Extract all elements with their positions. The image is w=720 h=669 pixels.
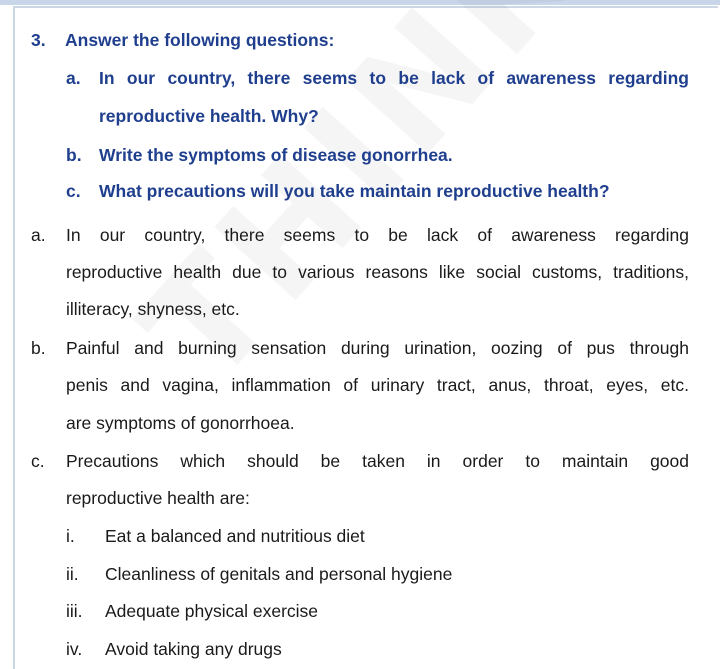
answer-text: In our country, there seems to be lack of awareness regarding	[66, 225, 689, 245]
question-item-marker: a.	[66, 68, 81, 88]
list-item-marker: iv.	[66, 639, 83, 659]
list-item-text: Cleanliness of genitals and personal hygiene	[105, 564, 453, 584]
list-item-marker: iii.	[66, 601, 83, 621]
answer-marker: c.	[31, 451, 45, 471]
answer-text: Painful and burning sensation during urination, oozing of pus through	[66, 338, 689, 358]
list-item-text: Adequate physical exercise	[105, 601, 319, 621]
question-item-marker: c.	[66, 181, 81, 201]
question-heading-text: Answer the following questions:	[65, 30, 335, 50]
list-item-text: Avoid taking any drugs	[105, 639, 282, 659]
answer-text: are symptoms of gonorrhoea.	[66, 413, 295, 433]
answer-marker: b.	[31, 338, 46, 358]
answer-marker: a.	[31, 225, 46, 245]
question-number: 3.	[31, 30, 46, 50]
question-item-text: What precautions will you take maintain reproductive health?	[99, 181, 610, 201]
list-item-marker: ii.	[66, 564, 79, 584]
question-item-text: Write the symptoms of disease gonorrhea.	[99, 145, 453, 165]
answer-text: reproductive health due to various reasons like social customs, traditions,	[66, 262, 689, 282]
top-rule	[0, 0, 720, 5]
question-item-text: In our country, there seems to be lack of awareness regarding	[99, 68, 689, 88]
answer-text: penis and vagina, inflammation of urinary tract, anus, throat, eyes, etc.	[66, 375, 689, 395]
answer-text: illiteracy, shyness, etc.	[66, 299, 240, 319]
list-item-marker: i.	[66, 526, 75, 546]
list-item-text: Eat a balanced and nutritious diet	[105, 526, 365, 546]
question-item-text: reproductive health. Why?	[99, 106, 319, 126]
answer-text: Precautions which should be taken in order to maintain good	[66, 451, 689, 471]
answer-text: reproductive health are:	[66, 488, 250, 508]
question-item-marker: b.	[66, 145, 82, 165]
